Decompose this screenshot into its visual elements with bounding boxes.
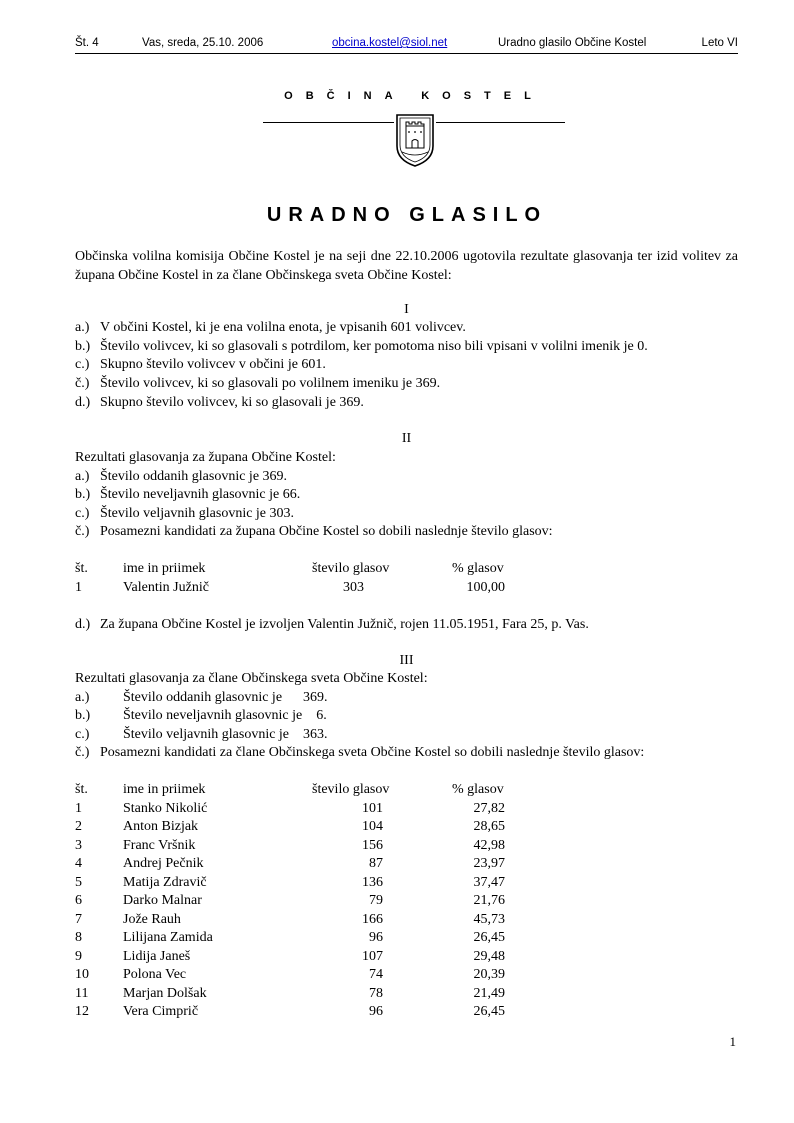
cell-name: Stanko Nikolić: [123, 801, 208, 816]
cell-nr: 5: [75, 874, 82, 890]
column-header-name: ime in priimek: [123, 561, 206, 576]
section-2-item: [75, 505, 294, 523]
item-text: V občini Kostel, ki je ena volilna enota, je vpisanih 601 volivcev.: [100, 320, 466, 335]
section-3-item: [75, 744, 644, 762]
cell-name: Anton Bizjak: [123, 819, 199, 835]
cell-pct: 20,39: [473, 967, 505, 983]
section-3-item: [75, 707, 327, 725]
section-2-item: [75, 523, 553, 541]
section-1-heading: I: [404, 302, 409, 317]
section-1-item: [75, 375, 440, 393]
item-label: b.): [75, 339, 91, 354]
item-text: Posamezni kandidati za župana Občine Kostel so dobili naslednje število glasov:: [100, 524, 553, 539]
table-row: [0, 948, 794, 966]
item-text: Število oddanih glasovnic je 369.: [100, 469, 288, 484]
table-row: [0, 800, 794, 818]
item-text: Število volivcev, ki so glasovali po volilnem imeniku je 369.: [100, 376, 441, 391]
item-label: d.): [75, 395, 91, 410]
cell-name: Matija Zdravič: [123, 874, 207, 890]
section-1-item: [75, 338, 648, 356]
item-label: c.): [75, 727, 90, 742]
item-text: Število oddanih glasovnic je 369.: [123, 690, 328, 705]
cell-pct: 42,98: [473, 837, 505, 853]
cell-votes: 78: [369, 985, 383, 1001]
section-3-intro: Rezultati glasovanja za člane Občinskega sveta Občine Kostel:: [75, 671, 428, 686]
council-table-header: [0, 781, 794, 799]
item-text: Število veljavnih glasovnic je 363.: [123, 727, 328, 742]
item-label: c.): [75, 357, 90, 372]
cell-votes: 303: [343, 580, 364, 595]
issue-date: Vas, sreda, 25.10. 2006: [142, 37, 264, 49]
cell-name: Andrej Pečnik: [123, 856, 204, 872]
item-text: Število veljavnih glasovnic je 303.: [100, 506, 295, 521]
cell-votes: 96: [369, 930, 383, 946]
cell-votes: 101: [362, 801, 383, 816]
cell-nr: 11: [75, 985, 89, 1001]
cell-votes: 166: [362, 911, 383, 927]
section-2-item: [75, 486, 300, 504]
cell-name: Jože Rauh: [123, 911, 181, 927]
column-header-votes: število glasov: [312, 782, 390, 797]
cell-nr: 10: [75, 967, 89, 983]
cell-name: Polona Vec: [123, 967, 187, 983]
cell-pct: 23,97: [473, 856, 505, 872]
cell-pct: 26,45: [473, 1003, 505, 1019]
cell-votes: 156: [362, 837, 383, 853]
cell-pct: 37,47: [473, 874, 505, 890]
document-title: URADNO GLASILO: [266, 204, 548, 226]
column-header-nr: št.: [75, 782, 88, 797]
table-row: [0, 1003, 794, 1021]
running-header: [75, 37, 738, 54]
cell-votes: 74: [369, 967, 383, 983]
cell-votes: 96: [369, 1003, 383, 1019]
intro-paragraph: Občinska volilna komisija Občine Kostel je na seji dne 22.10.2006 ugotovila rezultate glasovanja ter izid volitev za župana Občine Kostel in za člane Občinskega sveta Občine Kostel:: [75, 249, 738, 283]
cell-pct: 21,76: [473, 893, 505, 909]
item-label: a.): [75, 469, 90, 484]
cell-nr: 8: [75, 930, 82, 946]
table-row: [0, 966, 794, 984]
item-label: c.): [75, 506, 90, 521]
cell-votes: 79: [369, 893, 383, 909]
item-label: b.): [75, 708, 91, 723]
item-label: č.): [75, 376, 90, 391]
section-2-intro: Rezultati glasovanja za župana Občine Kostel:: [75, 450, 336, 465]
publication-year: Leto VI: [701, 37, 738, 49]
cell-pct: 29,48: [473, 948, 505, 964]
cell-votes: 136: [362, 874, 383, 890]
cell-votes: 107: [362, 948, 383, 964]
issue-number: Št. 4: [75, 37, 99, 49]
cell-pct: 21,49: [473, 985, 505, 1001]
table-row: [0, 837, 794, 855]
item-text: Skupno število volivcev v občini je 601.: [100, 357, 326, 372]
cell-nr: 2: [75, 819, 82, 835]
item-text: Za župana Občine Kostel je izvoljen Valentin Južnič, rojen 11.05.1951, Fara 25, p. Vas.: [100, 617, 589, 632]
page-number: 1: [729, 1034, 736, 1049]
section-2-item: [75, 468, 287, 486]
table-row: [0, 874, 794, 892]
cell-nr: 1: [75, 801, 82, 816]
cell-name: Lilijana Zamida: [123, 930, 213, 946]
municipality-crest: [263, 88, 565, 178]
cell-nr: 1: [75, 580, 82, 595]
cell-pct: 28,65: [473, 819, 505, 835]
item-label: d.): [75, 617, 91, 632]
item-text: Skupno število volivcev, ki so glasovali je 369.: [100, 395, 364, 410]
section-1-item: [75, 319, 466, 337]
column-header-pct: % glasov: [452, 561, 504, 576]
cell-pct: 26,45: [473, 930, 505, 946]
item-label: č.): [75, 745, 90, 760]
mayor-table-header: [0, 560, 794, 578]
cell-name: Franc Vršnik: [123, 837, 196, 853]
section-1-item: [75, 356, 326, 374]
item-text: Posamezni kandidati za člane Občinskega sveta Občine Kostel so dobili naslednje število glasov:: [100, 745, 645, 760]
section-2-heading: II: [401, 431, 412, 446]
publication-name: Uradno glasilo Občine Kostel: [498, 37, 647, 49]
cell-name: Vera Cimprič: [123, 1003, 199, 1019]
cell-name: Marjan Dolšak: [123, 985, 207, 1001]
cell-name: Darko Malnar: [123, 893, 202, 909]
section-3-heading: III: [399, 653, 414, 668]
column-header-votes: število glasov: [312, 561, 390, 576]
table-row: [0, 911, 794, 929]
table-row: [0, 985, 794, 1003]
cell-name: Valentin Južnič: [123, 580, 209, 595]
cell-nr: 7: [75, 911, 82, 927]
cell-pct: 45,73: [473, 911, 505, 927]
cell-nr: 6: [75, 893, 82, 909]
item-text: Število neveljavnih glasovnic je 6.: [123, 708, 327, 723]
cell-pct: 27,82: [473, 801, 505, 816]
table-row: [0, 818, 794, 836]
cell-votes: 87: [369, 856, 383, 872]
cell-nr: 12: [75, 1003, 89, 1019]
cell-nr: 9: [75, 948, 82, 964]
item-label: č.): [75, 524, 90, 539]
table-row: [0, 892, 794, 910]
crest-title: OBČINA KOSTEL: [284, 90, 544, 102]
column-header-pct: % glasov: [452, 782, 504, 797]
item-text: Število neveljavnih glasovnic je 66.: [100, 487, 301, 502]
cell-pct: 100,00: [466, 580, 505, 595]
coat-of-arms-icon: [394, 112, 436, 168]
item-label: a.): [75, 320, 90, 335]
section-3-item: [75, 726, 328, 744]
column-header-name: ime in priimek: [123, 782, 206, 797]
cell-name: Lidija Janeš: [123, 948, 191, 964]
table-row: [0, 579, 794, 597]
column-header-nr: št.: [75, 561, 88, 576]
item-text: Število volivcev, ki so glasovali s potrdilom, ker pomotoma niso bili vpisani v volilni imenik je 0.: [100, 339, 648, 354]
email-link[interactable]: obcina.kostel@siol.net: [332, 37, 448, 49]
cell-votes: 104: [362, 819, 383, 835]
item-label: b.): [75, 487, 91, 502]
table-row: [0, 929, 794, 947]
section-3-item: [75, 689, 328, 707]
table-row: [0, 855, 794, 873]
cell-nr: 4: [75, 856, 82, 872]
mayor-elected-line: [75, 616, 589, 634]
item-label: a.): [75, 690, 90, 705]
cell-nr: 3: [75, 837, 82, 853]
section-1-item: [75, 394, 364, 412]
